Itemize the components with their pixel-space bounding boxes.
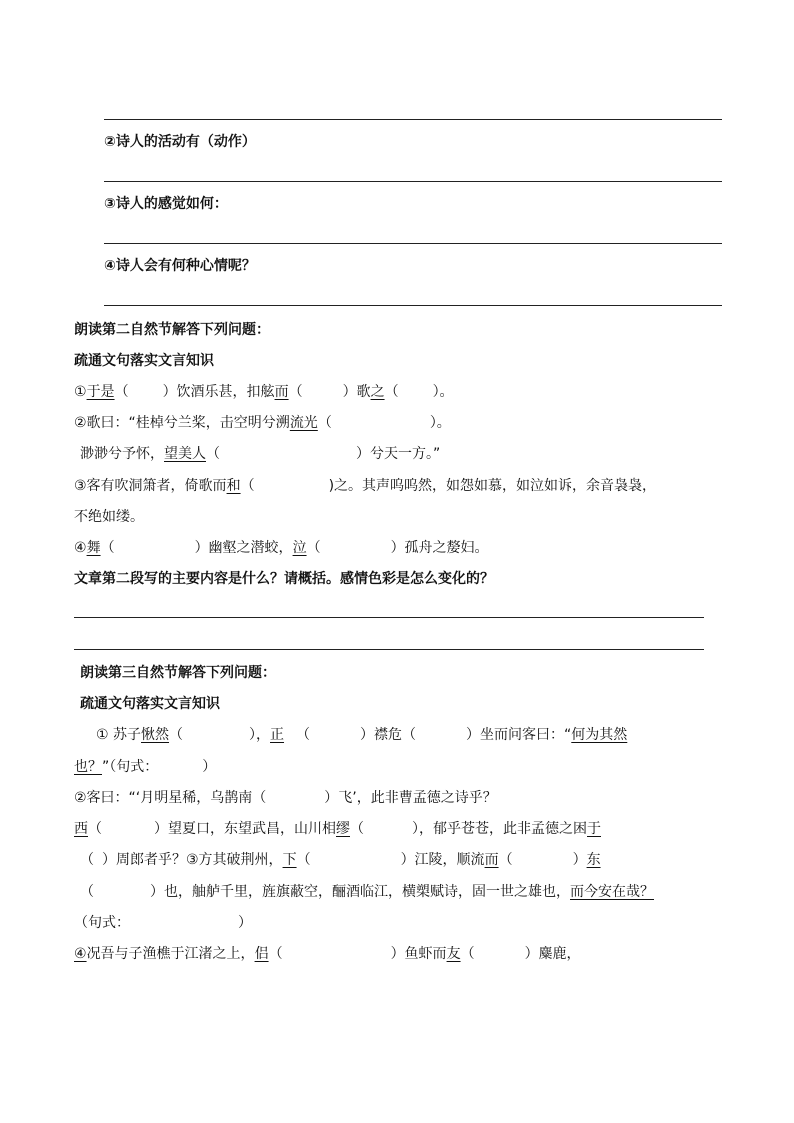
- sentence-line: ①于是（ ）饮酒乐甚，扣舷而（ ）歌之（ ）。: [74, 384, 454, 400]
- section-heading: 朗读第三自然节解答下列问题：: [80, 665, 276, 681]
- answer-line: [104, 181, 722, 182]
- sentence-line: 渺渺兮予怀，望美人（ ）兮天一方。”: [80, 446, 441, 462]
- sentence-line: ① 苏子愀然（ ），正 （ ）襟危（ ）坐而问客曰：“何为其然: [96, 727, 628, 743]
- section-heading: 朗读第二自然节解答下列问题：: [74, 322, 270, 338]
- sentence-line: （ ）也，舳舻千里，旌旗蔽空，酾酒临江，横槊赋诗，固一世之雄也，而今安在哉？: [80, 884, 654, 900]
- question-3: ③诗人的感觉如何：: [104, 196, 228, 212]
- section-subheading: 疏通文句落实文言知识: [74, 353, 214, 369]
- answer-line: [74, 617, 704, 618]
- sentence-line: （ ）周郎者乎？③方其破荆州，下（ ）江陵，顺流而（ ）东: [80, 852, 601, 868]
- summary-question: 文章第二段写的主要内容是什么？请概括。感情色彩是怎么变化的？: [74, 571, 494, 587]
- sentence-line: ②歌曰：“桂棹兮兰桨，击空明兮溯流光（ ）。: [74, 415, 451, 431]
- sentence-line: 也？”（句式： ）: [74, 759, 217, 775]
- answer-line: [104, 243, 722, 244]
- sentence-line: （句式： ）: [74, 915, 252, 931]
- sentence-line: ④况吾与子渔樵于江渚之上，侣（ ）鱼虾而友（ ）麋鹿，: [74, 946, 581, 962]
- sentence-line: ④舞（ ）幽壑之潜蛟，泣（ ）孤舟之嫠妇。: [74, 540, 489, 556]
- sentence-line: 不绝如缕。: [74, 509, 144, 525]
- sentence-line: ③客有吹洞箫者，倚歌而和（ )之。其声呜呜然，如怨如慕，如泣如诉，余音袅袅，: [74, 478, 657, 494]
- answer-line: [74, 649, 704, 650]
- answer-line: [104, 305, 722, 306]
- question-4: ④诗人会有何种心情呢？: [104, 258, 256, 274]
- sentence-line: 西（ ）望夏口，东望武昌，山川相缪（ ），郁乎苍苍，此非孟德之困于: [74, 821, 601, 837]
- sentence-line: ②客曰：“‘月明星稀，乌鹊南（ ）飞’，此非曹孟德之诗乎？: [74, 790, 497, 806]
- question-2: ②诗人的活动有（动作）: [104, 134, 256, 150]
- answer-line: [104, 119, 722, 120]
- section-subheading: 疏通文句落实文言知识: [80, 696, 220, 712]
